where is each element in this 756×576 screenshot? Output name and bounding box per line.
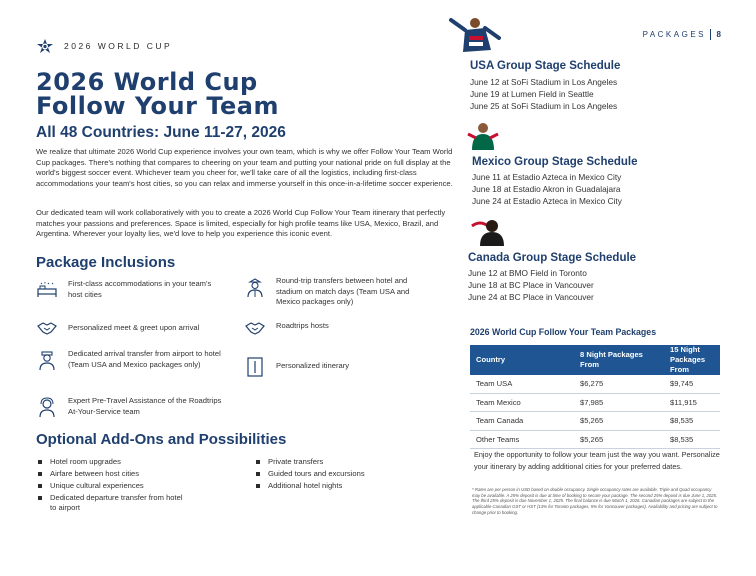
schedule-line: June 12 at SoFi Stadium in Los Angeles (470, 77, 618, 87)
table-cell: $6,275 (574, 375, 664, 393)
table-cell: $7,985 (574, 393, 664, 412)
handshake-hosts-icon (244, 317, 266, 339)
itinerary-icon (244, 356, 266, 378)
inclusion-item (36, 279, 226, 301)
addon-item: Additional hotel nights (256, 480, 426, 492)
schedule-line: June 24 at BC Place in Vancouver (468, 292, 594, 302)
schedule-title: Mexico Group Stage Schedule (472, 156, 638, 168)
table-header: 8 Night Packages From (574, 345, 664, 375)
brand-name: 2026 WORLD CUP (64, 41, 173, 51)
table-row (470, 393, 720, 412)
pricing-note: Enjoy the opportunity to follow your team just the way you want. Personalize your itinerary by adding additional cities for your preferred dates. (474, 450, 720, 471)
schedule-title: USA Group Stage Schedule (470, 60, 621, 72)
table-cell: Other Teams (470, 430, 574, 449)
addons-list-2 (256, 456, 426, 492)
inclusion-item (36, 349, 226, 371)
inclusion-text: Round-trip transfers between hotel and stadium on match days (Team USA and Mexico packages only) (276, 276, 410, 306)
inclusion-text: Dedicated arrival transfer from airport to hotel (Team USA and Mexico packages only) (68, 349, 221, 369)
inclusion-item (36, 396, 226, 418)
addon-item: Hotel room upgrades (38, 456, 188, 468)
hotel-bed-icon (36, 279, 58, 301)
addon-item: Private transfers (256, 456, 426, 468)
fine-print: * Rates are per person in USD based on double occupancy. Single occupancy rates are available. Triple and Quad occupancy may be available. A 25% deposit is due at time of booking to secure your package. The second 25% deposit is due June 1, 2025. The third 25% deposit is due November 1, 2025. The final balance is due March 1, 2026. Canadian packages are subject to the applicable Canadian GST or HST (13% for Toronto packages, 5% for Vancouver packages). Availability and pricing are subject to change prior to booking. (472, 487, 718, 515)
schedule-line: June 12 at BMO Field in Toronto (468, 268, 587, 278)
schedule-usa (470, 60, 720, 112)
schedule-line: June 18 at Estadio Akron in Guadalajara (472, 184, 621, 194)
inclusion-item (244, 317, 434, 339)
handshake-icon (36, 317, 58, 339)
concierge-icon (36, 396, 58, 418)
page-subtitle: All 48 Countries: June 11-27, 2026 (36, 124, 286, 141)
table-header-row (470, 345, 720, 375)
schedule-canada (468, 252, 718, 303)
intro-paragraph-1: We realize that ultimate 2026 World Cup experience involves your own team, which is why we offer Follow Your Team World Cup packages. There's nothing that compares to cheering on your team and putting your national pride on full display at the world's biggest soccer event. Whichever team you cheer for, we'll take care of all the logistics, including first-class accommodations your team's host cities, so you can relax and immerse yourself in this once-in-a-lifetime soccer experience. (36, 147, 453, 189)
table-row (470, 412, 720, 431)
usa-player-illustration (443, 14, 505, 54)
schedule-title: Canada Group Stage Schedule (468, 252, 637, 264)
addons-heading: Optional Add-Ons and Possibilities (36, 431, 287, 448)
addons-list-1 (38, 456, 188, 513)
table-cell: $11,915 (664, 393, 720, 412)
inclusion-text: First-class accommodations in your team's host cities (68, 279, 212, 299)
inclusion-text: Personalized meet & greet upon arrival (68, 323, 200, 332)
inclusion-item (244, 356, 434, 378)
schedule-line: June 19 at Lumen Field in Seattle (470, 89, 594, 99)
page-number: 8 (716, 30, 721, 39)
table-header: Country (470, 345, 574, 375)
schedule-line: June 18 at BC Place in Vancouver (468, 280, 594, 290)
addon-item: Airfare between host cities (38, 468, 188, 480)
page-title-line1: 2026 World Cup (36, 68, 258, 96)
inclusion-text: Personalized itinerary (276, 361, 350, 370)
chauffeur-icon (36, 349, 58, 371)
inclusion-text: Expert Pre-Travel Assistance of the Roadtrips At-Your-Service team (68, 396, 222, 416)
table-row (470, 430, 720, 449)
table-cell: $8,535 (664, 430, 720, 449)
table-cell: Team Mexico (470, 393, 574, 412)
table-header: 15 Night Packages From (664, 345, 720, 375)
addon-item: Unique cultural experiences (38, 480, 188, 492)
pricing-heading: 2026 World Cup Follow Your Team Packages (470, 327, 657, 337)
canada-player-illustration (470, 216, 510, 246)
table-cell: Team USA (470, 375, 574, 393)
inclusion-item (36, 317, 226, 339)
page-title (36, 70, 279, 118)
table-cell: $8,535 (664, 412, 720, 431)
schedule-line: June 24 at Estadio Azteca in Mexico City (472, 196, 622, 206)
table-cell: $9,745 (664, 375, 720, 393)
mexico-player-illustration (466, 120, 502, 150)
inclusions-heading: Package Inclusions (36, 254, 176, 271)
addon-item: Guided tours and excursions (256, 468, 426, 480)
header-divider (710, 29, 711, 40)
driver-icon (244, 276, 266, 298)
page-title-line2: Follow Your Team (36, 92, 279, 120)
intro-paragraph-2: Our dedicated team will work collaboratively with you to create a 2026 World Cup Follow Your Team itinerary that perfectly matches your passions and preferences. Space is limited, especially for high profile teams like USA, Mexico, Brazil, and Argentina. Wherever your loyalty lies, we'd love to help you experience this iconic event. (36, 208, 446, 239)
schedule-mexico (472, 156, 722, 207)
table-row (470, 375, 720, 393)
inclusion-text: Roadtrips hosts (276, 321, 329, 330)
brand (36, 38, 172, 54)
addon-item: Dedicated departure transfer from hotel to airport (38, 492, 188, 513)
pricing-table (470, 345, 720, 449)
inclusion-item (244, 276, 434, 308)
schedule-line: June 25 at SoFi Stadium in Los Angeles (470, 101, 618, 111)
table-cell: Team Canada (470, 412, 574, 431)
table-cell: $5,265 (574, 430, 664, 449)
table-cell: $5,265 (574, 412, 664, 431)
schedule-line: June 11 at Estadio Azteca in Mexico City (472, 172, 622, 182)
soccer-ball-logo-icon (36, 38, 54, 54)
section-label: PACKAGES (642, 30, 706, 39)
